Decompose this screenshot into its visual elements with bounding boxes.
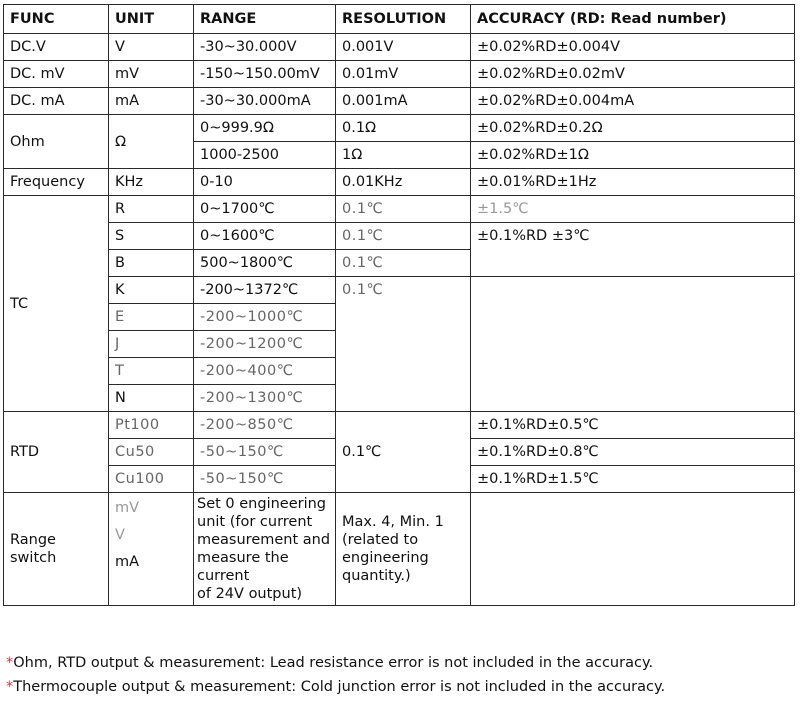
range-line: measurement and [197, 532, 331, 548]
footnotes [6, 651, 665, 699]
accuracy-cell: ±0.1%RD±0.5℃ [471, 412, 795, 439]
accuracy-cell: ±0.1%RD±0.8℃ [471, 439, 795, 466]
range-cell: -200~1200℃ [194, 331, 336, 358]
range-cell: 0~1700℃ [194, 196, 336, 223]
accuracy-cell: ±0.02%RD±0.02mV [471, 61, 795, 88]
unit-line: V [115, 527, 125, 543]
range-cell: -200~400℃ [194, 358, 336, 385]
row-ohm-1 [4, 115, 795, 142]
header-unit: UNIT [109, 5, 194, 34]
accuracy-cell: ±1.5℃ [471, 196, 795, 223]
range-cell: 500~1800℃ [194, 250, 336, 277]
resolution-cell: 0.1℃ [336, 412, 471, 493]
row-rtd-1 [4, 412, 795, 439]
resolution-cell: 0.01KHz [336, 169, 471, 196]
accuracy-cell: ±0.01%RD±1Hz [471, 169, 795, 196]
unit-cell: KHz [109, 169, 194, 196]
range-line: of 24V output) [197, 586, 303, 602]
resolution-cell: 0.1Ω [336, 115, 471, 142]
range-cell: -200~1000℃ [194, 304, 336, 331]
unit-cell: N [109, 385, 194, 412]
row-range-switch [4, 493, 795, 606]
asterisk-mark: * [6, 655, 14, 671]
accuracy-cell: ±0.02%RD±1Ω [471, 142, 795, 169]
resolution-cell: 1Ω [336, 142, 471, 169]
range-line: Set 0 engineering [197, 496, 327, 512]
unit-cell: V [109, 34, 194, 61]
row-frequency [4, 169, 795, 196]
range-cell: -200~1300℃ [194, 385, 336, 412]
accuracy-cell-empty [471, 493, 795, 606]
resolution-line: engineering [342, 550, 429, 566]
range-cell: 0-10 [194, 169, 336, 196]
row-tc-s [4, 223, 795, 250]
unit-cell: E [109, 304, 194, 331]
row-tc-r [4, 196, 795, 223]
range-cell: 0~1600℃ [194, 223, 336, 250]
range-cell: -50~150℃ [194, 466, 336, 493]
resolution-cell: 0.1℃ [336, 196, 471, 223]
range-cell: 0~999.9Ω [194, 115, 336, 142]
func-cell: Frequency [4, 169, 109, 196]
func-cell: DC. mV [4, 61, 109, 88]
accuracy-cell-empty [471, 277, 795, 412]
resolution-line: (related to [342, 532, 419, 548]
range-line: measure the current [197, 550, 289, 584]
unit-line: mV [115, 500, 140, 516]
resolution-cell: 0.1℃ [336, 277, 471, 412]
func-cell: TC [4, 196, 109, 412]
unit-line: mA [115, 554, 140, 570]
func-cell: RTD [4, 412, 109, 493]
range-line: unit (for current [197, 514, 313, 530]
range-cell: -200~850℃ [194, 412, 336, 439]
footnote [6, 651, 665, 675]
func-cell: Ohm [4, 115, 109, 169]
unit-cell: Cu50 [109, 439, 194, 466]
spec-table [3, 4, 795, 606]
range-cell [194, 493, 336, 606]
accuracy-cell: ±0.02%RD±0.004V [471, 34, 795, 61]
unit-cell: B [109, 250, 194, 277]
range-cell: 1000-2500 [194, 142, 336, 169]
unit-cell: R [109, 196, 194, 223]
unit-cell: mV [109, 61, 194, 88]
accuracy-cell: ±0.02%RD±0.2Ω [471, 115, 795, 142]
accuracy-cell: ±0.1%RD±1.5℃ [471, 466, 795, 493]
resolution-cell [336, 493, 471, 606]
unit-cell [109, 493, 194, 606]
row-dcmv [4, 61, 795, 88]
header-range: RANGE [194, 5, 336, 34]
resolution-cell: 0.01mV [336, 61, 471, 88]
unit-cell: K [109, 277, 194, 304]
resolution-cell: 0.001V [336, 34, 471, 61]
footnote [6, 675, 665, 699]
header-func: FUNC [4, 5, 109, 34]
unit-cell: S [109, 223, 194, 250]
unit-cell: J [109, 331, 194, 358]
range-cell: -50~150℃ [194, 439, 336, 466]
resolution-line: quantity.) [342, 568, 411, 584]
header-accuracy: ACCURACY (RD: Read number) [471, 5, 795, 34]
range-cell: -30~30.000mA [194, 88, 336, 115]
unit-cell: T [109, 358, 194, 385]
resolution-cell: 0.001mA [336, 88, 471, 115]
footnote-text: Thermocouple output & measurement: Cold junction error is not included in the accuracy. [13, 679, 666, 695]
resolution-cell: 0.1℃ [336, 223, 471, 250]
accuracy-cell: ±0.02%RD±0.004mA [471, 88, 795, 115]
footnote-text: Ohm, RTD output & measurement: Lead resistance error is not included in the accuracy. [13, 655, 654, 671]
unit-cell: Cu100 [109, 466, 194, 493]
resolution-cell: 0.1℃ [336, 250, 471, 277]
unit-cell: mA [109, 88, 194, 115]
range-cell: -150~150.00mV [194, 61, 336, 88]
func-cell: DC. mA [4, 88, 109, 115]
func-cell: Range switch [4, 493, 109, 606]
row-tc-k [4, 277, 795, 304]
header-resolution: RESOLUTION [336, 5, 471, 34]
unit-cell: Ω [109, 115, 194, 169]
row-dcma [4, 88, 795, 115]
row-dcv [4, 34, 795, 61]
header-row [4, 5, 795, 34]
func-cell: DC.V [4, 34, 109, 61]
asterisk-mark: * [6, 679, 14, 695]
accuracy-cell: ±0.1%RD ±3℃ [471, 223, 795, 277]
range-cell: -30~30.000V [194, 34, 336, 61]
resolution-line: Max. 4, Min. 1 [342, 514, 444, 530]
unit-cell: Pt100 [109, 412, 194, 439]
range-cell: -200~1372℃ [194, 277, 336, 304]
